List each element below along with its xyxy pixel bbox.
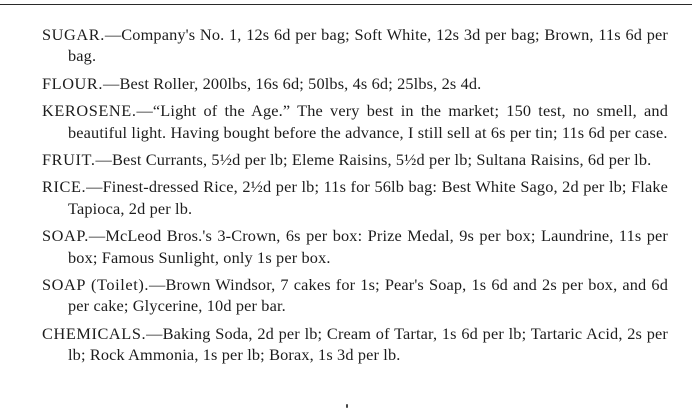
price-list: [42, 24, 668, 372]
entry-heading: FLOUR.: [42, 73, 104, 93]
price-entry-kerosene: [42, 100, 668, 143]
stray-ink-mark: [346, 404, 348, 408]
entry-heading: SOAP (Toilet).: [42, 275, 150, 295]
price-entry-flour: [42, 73, 668, 94]
entry-text: —“Light of the Age.” The very best in the market; 150 test, no smell, and beautiful light. Having bought before the advance, I still sell at 6s per tin; 11s 6d per case.: [68, 101, 668, 142]
price-entry-rice: [42, 176, 668, 219]
price-entry-toilet-soap: [42, 274, 668, 317]
entry-heading: FRUIT.: [42, 150, 96, 170]
price-entry-soap: [42, 225, 668, 268]
entry-text: —Brown Windsor, 7 cakes for 1s; Pear's Soap, 1s 6d and 2s per box, and 6d per cake; Glycerine, 10d per bar.: [68, 275, 668, 316]
price-entry-chemicals: [42, 323, 668, 366]
entry-text: —Best Roller, 200lbs, 16s 6d; 50lbs, 4s 6d; 25lbs, 2s 4d.: [103, 73, 482, 93]
entry-heading: KEROSENE.: [42, 101, 137, 121]
price-entry-sugar: [42, 24, 668, 67]
top-rule: [0, 4, 692, 5]
entry-text: —McLeod Bros.'s 3-Crown, 6s per box: Prize Medal, 9s per box; Laundrine, 11s per box; Famous Sunlight, only 1s per box.: [68, 226, 668, 267]
entry-text: —Finest-dressed Rice, 2½d per lb; 11s for 56lb bag: Best White Sago, 2d per lb; Flake Tapioca, 2d per lb.: [68, 177, 668, 218]
entry-heading: SOAP.: [42, 226, 89, 246]
entry-text: —Baking Soda, 2d per lb; Cream of Tartar, 1s 6d per lb; Tartaric Acid, 2s per lb; Rock Ammonia, 1s per lb; Borax, 1s 3d per lb.: [68, 323, 668, 365]
entry-heading: RICE.: [42, 177, 87, 197]
entry-heading: SUGAR.: [42, 25, 105, 44]
entry-heading: CHEMICALS.: [42, 323, 147, 343]
price-entry-fruit: [42, 149, 668, 170]
entry-text: —Company's No. 1, 12s 6d per bag; Soft White, 12s 3d per bag; Brown, 11s 6d per bag.: [68, 25, 668, 66]
entry-text: —Best Currants, 5½d per lb; Eleme Raisins, 5½d per lb; Sultana Raisins, 6d per lb.: [95, 150, 652, 170]
